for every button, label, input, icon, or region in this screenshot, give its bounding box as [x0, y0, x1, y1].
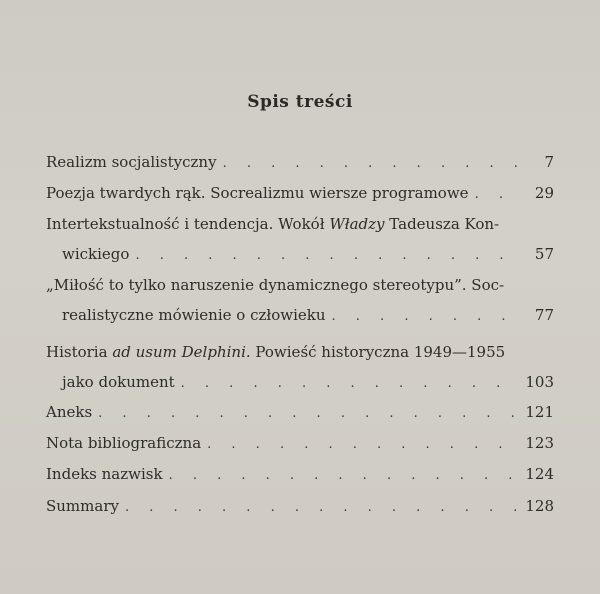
dot-leader — [207, 433, 520, 457]
dot-leader — [98, 402, 520, 426]
toc-entry-page: 123 — [525, 434, 554, 452]
dot-leader — [169, 464, 520, 488]
toc-entry-title: Indeks nazwisk — [46, 465, 163, 483]
toc-entry-3-line-2 — [46, 242, 554, 266]
toc-entry-page: 124 — [525, 465, 554, 483]
toc-entry-page: 77 — [534, 306, 554, 324]
toc-entry-title: Summary — [46, 497, 119, 515]
toc-entry-3-line-1 — [46, 212, 554, 236]
toc-entry-page: 121 — [525, 403, 554, 421]
toc-entry-title-part: Historia — [46, 343, 113, 361]
toc-entry-title: Aneks — [46, 403, 93, 421]
toc-entry-8 — [46, 462, 554, 486]
toc-heading: Spis treści — [247, 92, 353, 112]
toc-entry-title-part: Tadeusza Kon- — [384, 215, 500, 233]
dot-leader — [135, 244, 520, 268]
toc-entry-title: Nota bibliograficzna — [46, 434, 202, 452]
toc-entry-page: 103 — [525, 373, 554, 391]
toc-entry-6 — [46, 400, 554, 424]
toc-entry-title-continued: realistyczne mówienie o człowieku — [62, 306, 326, 324]
toc-entry-4-line-2 — [46, 303, 554, 327]
dot-leader — [125, 496, 520, 520]
toc-entry-4-line-1 — [46, 273, 554, 297]
toc-entry-1 — [46, 150, 554, 174]
toc-entry-title: Realizm socjalistyczny — [46, 153, 217, 171]
toc-entry-title: Poezja twardych rąk. Socrealizmu wiersze programowe — [46, 184, 469, 202]
dot-leader — [475, 183, 520, 207]
toc-entry-page: 57 — [534, 245, 554, 263]
dot-leader — [181, 372, 520, 396]
toc-entry-title-part: „Miłość to tylko naruszenie dynamicznego stereotypu”. Soc- — [46, 276, 505, 294]
toc-entry-9 — [46, 494, 554, 518]
toc-entry-title-part: Intertekstualność i tendencja. Wokół — [46, 215, 330, 233]
toc-entry-title-italic: Władzy — [329, 215, 385, 233]
toc-entry-page: 29 — [534, 184, 554, 202]
dot-leader — [332, 305, 520, 329]
toc-entry-page: 7 — [544, 153, 554, 171]
toc-entry-2 — [46, 181, 554, 205]
toc-entry-5-line-1 — [46, 340, 554, 364]
toc-entry-title-part: Powieść historyczna 1949—1955 — [250, 343, 506, 361]
toc-entry-title-italic: ad usum Delphini. — [112, 343, 251, 361]
toc-entry-5-line-2 — [46, 370, 554, 394]
toc-entry-7 — [46, 431, 554, 455]
toc-entry-page: 128 — [525, 497, 554, 515]
toc-entry-title-continued: jako dokument — [62, 373, 175, 391]
toc-entry-title-continued: wickiego — [62, 245, 130, 263]
dot-leader — [223, 152, 520, 176]
